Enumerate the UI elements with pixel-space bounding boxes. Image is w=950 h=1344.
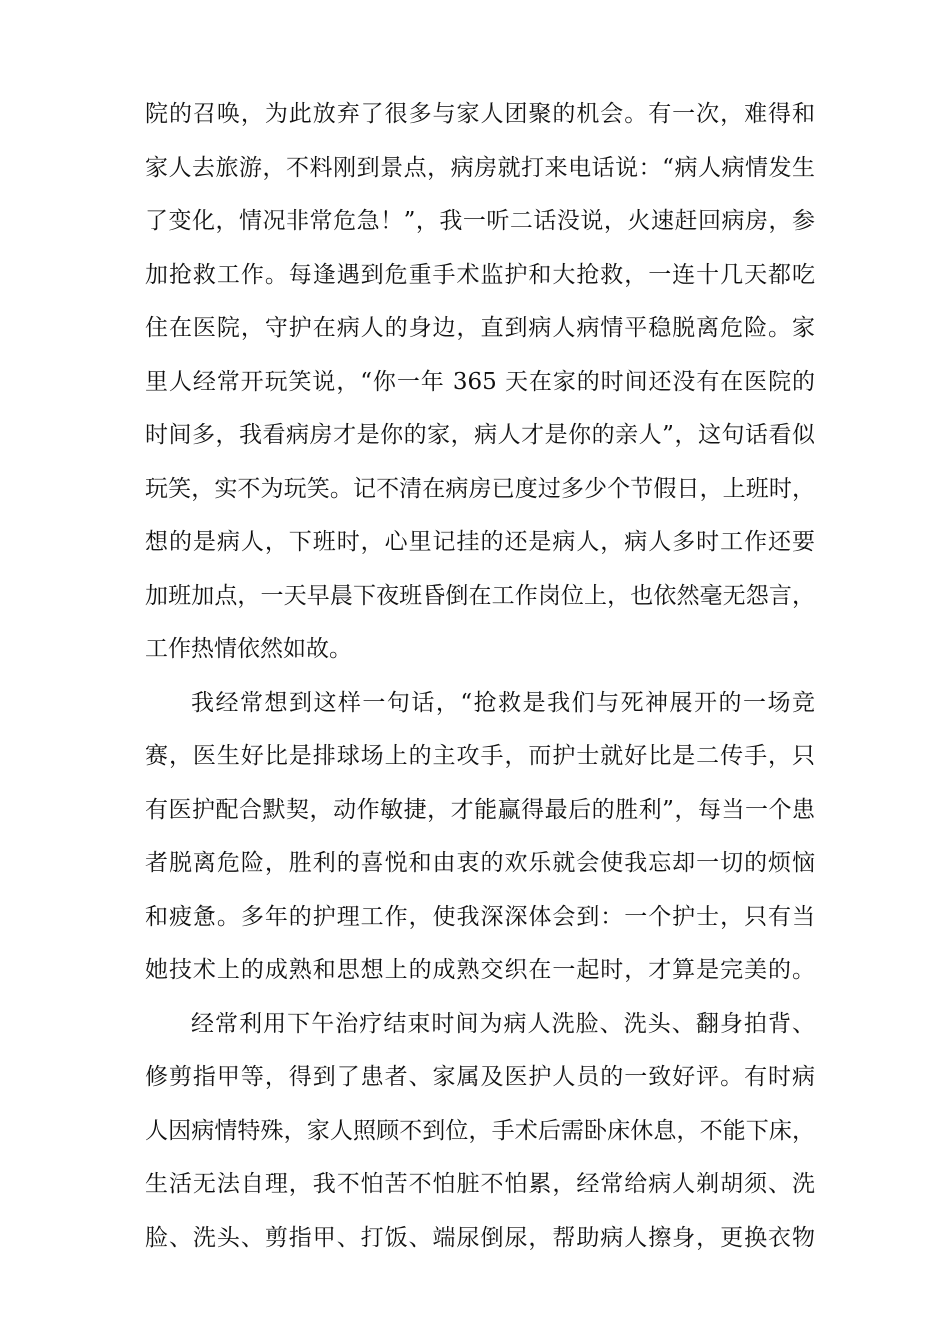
text-line: 加班加点，一天早晨下夜班昏倒在工作岗位上，也依然毫无怨言， bbox=[145, 582, 815, 609]
text-line: 家人去旅游，不料刚到景点，病房就打来电话说：“病人病情发生 bbox=[145, 154, 815, 181]
text-line: 她技术上的成熟和思想上的成熟交织在一起时，才算是完美的。 bbox=[145, 957, 815, 983]
text-line: 时间多，我看病房才是你的家，病人才是你的亲人”，这句话看似 bbox=[145, 422, 815, 448]
text-line: 人因病情特殊，家人照顾不到位，手术后需卧床休息，不能下床， bbox=[145, 1117, 815, 1144]
text-line: 和疲惫。多年的护理工作，使我深深体会到：一个护士，只有当 bbox=[145, 903, 815, 930]
text-line: 了变化，情况非常危急！”，我一听二话没说，火速赶回病房，参 bbox=[145, 208, 815, 234]
text-line: 经常利用下午治疗结束时间为病人洗脸、洗头、翻身拍背、 bbox=[191, 1010, 815, 1037]
paragraph-3 bbox=[145, 998, 815, 1266]
text-line: 生活无法自理，我不怕苦不怕脏不怕累，经常给病人剃胡须、洗 bbox=[145, 1171, 815, 1197]
text-line: 想的是病人，下班时，心里记挂的还是病人，病人多时工作还要 bbox=[145, 529, 815, 555]
text-line: 住在医院，守护在病人的身边，直到病人病情平稳脱离危险。家 bbox=[145, 315, 815, 341]
text-line: 赛，医生好比是排球场上的主攻手，而护士就好比是二传手，只 bbox=[145, 743, 815, 769]
text-line: 修剪指甲等，得到了患者、家属及医护人员的一致好评。有时病 bbox=[145, 1064, 815, 1090]
paragraph-2 bbox=[145, 677, 815, 998]
text-line: 者脱离危险，胜利的喜悦和由衷的欢乐就会使我忘却一切的烦恼 bbox=[145, 850, 815, 876]
paragraph-1 bbox=[145, 88, 815, 677]
body-text bbox=[145, 88, 815, 1265]
text-line: 脸、洗头、剪指甲、打饭、端尿倒尿，帮助病人擦身，更换衣物 bbox=[145, 1224, 815, 1251]
text-line: 里人经常开玩笑说，“你一年 365 天在家的时间还没有在医院的 bbox=[145, 368, 815, 395]
text-line: 有医护配合默契，动作敏捷，才能赢得最后的胜利”，每当一个患 bbox=[145, 796, 815, 823]
text-line: 加抢救工作。每逢遇到危重手术监护和大抢救，一连十几天都吃 bbox=[145, 261, 815, 288]
text-line: 工作热情依然如故。 bbox=[145, 636, 352, 662]
text-line: 院的召唤，为此放弃了很多与家人团聚的机会。有一次，难得和 bbox=[145, 101, 815, 127]
text-line: 我经常想到这样一句话，“抢救是我们与死神展开的一场竞 bbox=[191, 689, 815, 716]
text-line: 玩笑，实不为玩笑。记不清在病房已度过多少个节假日，上班时， bbox=[145, 475, 815, 502]
